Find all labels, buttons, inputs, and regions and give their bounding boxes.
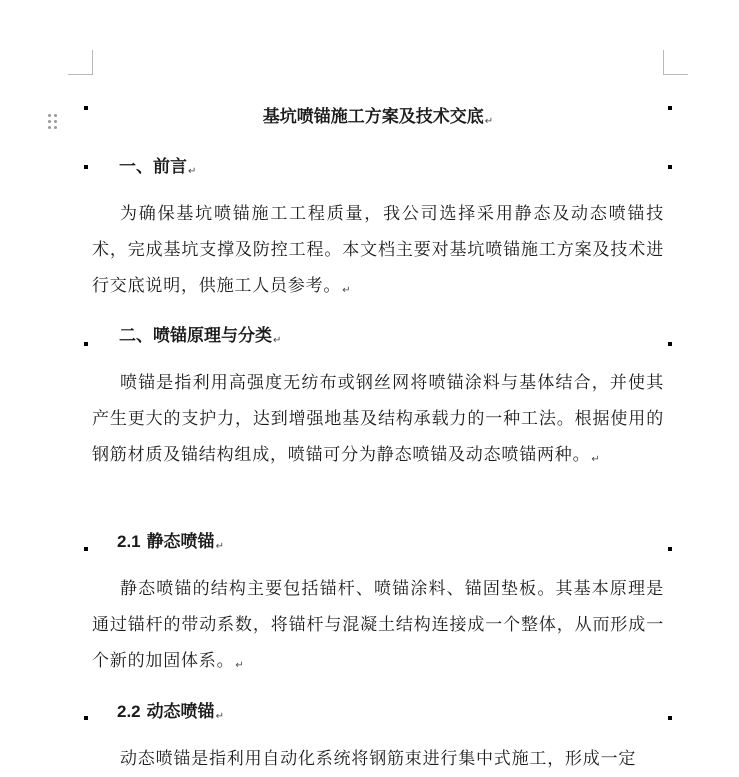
paragraph-marker — [84, 342, 88, 346]
section-heading-text: 二、喷锚原理与分类 — [119, 326, 272, 346]
paragraph-mark-icon: ↵ — [484, 116, 494, 127]
drag-handle-icon[interactable] — [48, 114, 58, 130]
paragraph-mark-icon: ↵ — [215, 541, 224, 552]
subsection-number: 2.2 — [117, 702, 141, 721]
paragraph-mark-icon: ↵ — [188, 166, 197, 177]
body-paragraph[interactable] — [92, 365, 664, 478]
section-heading[interactable] — [92, 325, 691, 352]
paragraph-marker — [84, 716, 88, 720]
subsection-heading-text: 静态喷锚 — [146, 532, 215, 552]
body-paragraph-text: 为确保基坑喷锚施工工程质量，我公司选择采用静态及动态喷锚技术，完成基坑支撑及防控工程。本文档主要对基坑喷锚施工方案及技术进行交底说明，供施工人员参考。 — [92, 204, 664, 296]
paragraph-marker — [84, 547, 88, 551]
paragraph-mark-icon: ↵ — [342, 285, 352, 296]
subsection-heading-text: 动态喷锚 — [146, 702, 215, 722]
paragraph-mark-icon: ↵ — [215, 711, 224, 722]
paragraph-marker — [84, 106, 88, 110]
paragraph-mark-icon: ↵ — [591, 454, 601, 465]
paragraph-mark-icon: ↵ — [273, 335, 282, 346]
body-paragraph[interactable] — [92, 196, 664, 309]
body-paragraph-text: 喷锚是指利用高强度无纺布或钢丝网将喷锚涂料与基体结合，并使其产生更大的支护力，达到增强地基及结构承载力的一种工法。根据使用的钢筋材质及锚结构组成，喷锚可分为静态喷锚及动态喷锚两种。 — [92, 373, 664, 465]
subsection-heading[interactable] — [92, 531, 689, 558]
page-corner-mark-top-left — [68, 50, 93, 75]
section-heading[interactable] — [92, 156, 691, 183]
paragraph-marker — [668, 106, 672, 110]
document-title-text: 基坑喷锚施工方案及技术交底 — [262, 107, 484, 127]
paragraph-mark-icon: ↵ — [235, 660, 245, 671]
body-paragraph[interactable] — [92, 741, 664, 777]
body-paragraph-text: 动态喷锚是指利用自动化系统将钢筋束进行集中式施工，形成一定 — [120, 749, 637, 769]
body-paragraph-text: 静态喷锚的结构主要包括锚杆、喷锚涂料、锚固垫板。其基本原理是通过锚杆的带动系数，将锚杆与混凝土结构连接成一个整体，从而形成一个新的加固体系。 — [92, 579, 664, 671]
page-corner-mark-top-right — [663, 50, 688, 75]
paragraph-marker — [84, 165, 88, 169]
document-title[interactable] — [92, 106, 664, 133]
subsection-number: 2.1 — [117, 532, 141, 551]
body-paragraph[interactable] — [92, 571, 664, 684]
section-heading-text: 一、前言 — [119, 157, 187, 177]
subsection-heading[interactable] — [92, 701, 689, 728]
